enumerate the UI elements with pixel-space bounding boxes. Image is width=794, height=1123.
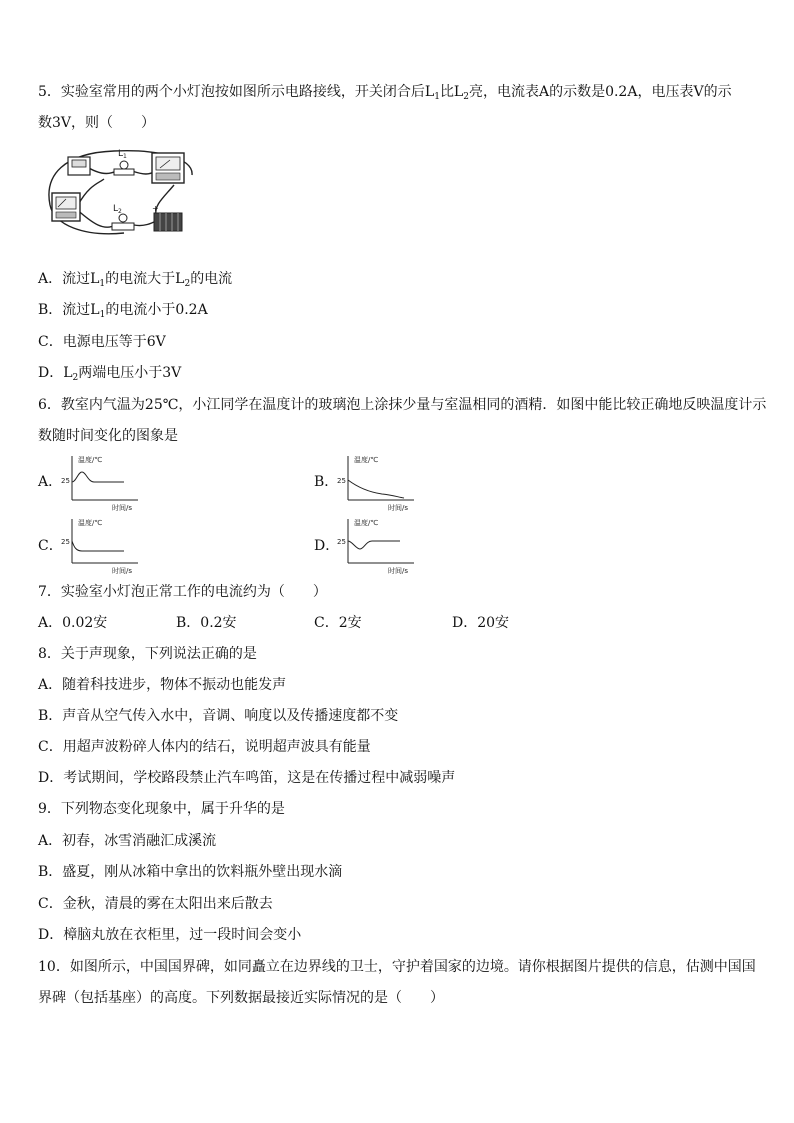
q5-opt-b-sub1: 1	[99, 310, 106, 320]
q9-option-d: D．樟脑丸放在衣柜里，过一段时间会变小	[38, 927, 302, 943]
q10-stem-line2: 界碑（包括基座）的高度。下列数据最接近实际情况的是（ ）	[38, 990, 444, 1006]
q8-option-b: B．声音从空气传入水中，音调、响度以及传播速度都不变	[38, 708, 399, 724]
q5-opt-b-part1: B．流过L	[38, 302, 100, 318]
q7-option-b: B．0.2安	[176, 615, 237, 631]
q5-option-b	[38, 301, 208, 319]
graph-d	[334, 515, 416, 575]
q8-option-a: A．随着科技进步，物体不振动也能发声	[38, 677, 287, 693]
q5-opt-a-sub1: 1	[99, 279, 106, 289]
q7-option-c: C．2安	[314, 615, 362, 631]
q5-opt-d-part1: D．L	[38, 365, 73, 381]
circuit-diagram	[44, 145, 204, 245]
graph-c	[58, 515, 140, 575]
lamp-l2	[112, 214, 134, 230]
battery	[154, 213, 182, 231]
svg-text:时间/s: 时间/s	[388, 567, 409, 575]
q9-option-a: A．初春，冰雪消融汇成溪流	[38, 833, 217, 849]
q7-option-a: A．0.02安	[38, 615, 108, 631]
q5-opt-d-sub2: 2	[72, 373, 79, 383]
q5-opt-a-part1: A．流过L	[38, 271, 100, 287]
svg-text:温度/℃: 温度/℃	[354, 519, 379, 527]
q8-option-d: D．考试期间，学校路段禁止汽车鸣笛，这是在传播过程中减弱噪声	[38, 770, 456, 786]
svg-text:25: 25	[61, 538, 70, 546]
q6-label-c: C．	[38, 538, 63, 554]
svg-text:温度/℃: 温度/℃	[354, 456, 379, 464]
q5-stem-line2: 数3V，则（ ）	[38, 115, 156, 131]
svg-text:25: 25	[337, 538, 346, 546]
q5-stem-part1: 5．实验室常用的两个小灯泡按如图所示电路接线，开关闭合后L	[38, 84, 435, 100]
q5-option-a	[38, 270, 232, 288]
fig-label-l1: $L_1$	[118, 149, 127, 160]
graph-a	[58, 452, 140, 512]
q5-option-d	[38, 364, 181, 382]
q10-stem-line1: 10．如图所示，中国国界碑，如同矗立在边界线的卫士，守护着国家的边境。请你根据图片提供的信息，估测中国国	[38, 959, 756, 975]
battery-plus-label: +	[152, 204, 159, 213]
q9-option-b: B．盛夏，刚从冰箱中拿出的饮料瓶外壁出现水滴	[38, 864, 343, 880]
q8-stem: 8．关于声现象，下列说法正确的是	[38, 646, 257, 662]
graph-b	[334, 452, 416, 512]
q5-sub-1: 1	[434, 92, 440, 102]
q7-option-d: D．20安	[452, 615, 510, 631]
svg-text:温度/℃: 温度/℃	[78, 519, 103, 527]
svg-text:时间/s: 时间/s	[112, 504, 133, 512]
q9-stem: 9．下列物态变化现象中，属于升华的是	[38, 801, 285, 817]
q6-stem-line1: 6．教室内气温为25℃，小江同学在温度计的玻璃泡上涂抹少量与室温相同的酒精．如图中能比较正确地反映温度计示	[38, 397, 767, 413]
q7-stem: 7．实验室小灯泡正常工作的电流约为（ ）	[38, 584, 327, 600]
fig-label-l2: $L_2$	[113, 204, 122, 215]
voltmeter-left	[52, 193, 80, 221]
svg-text:温度/℃: 温度/℃	[78, 456, 103, 464]
q5-stem-line1	[38, 83, 732, 101]
q6-stem-line2: 数随时间变化的图象是	[38, 428, 178, 444]
svg-text:25: 25	[61, 477, 70, 485]
svg-text:时间/s: 时间/s	[112, 567, 133, 575]
q5-opt-a-sub2: 2	[184, 279, 191, 289]
q8-option-c: C．用超声波粉碎人体内的结石，说明超声波具有能量	[38, 739, 371, 755]
lamp-l1	[114, 161, 134, 175]
svg-text:25: 25	[337, 477, 346, 485]
q5-opt-a-part2: 的电流大于L	[105, 271, 185, 287]
q5-stem-part2: 比L	[439, 84, 464, 100]
q9-option-c: C．金秋，清晨的雾在太阳出来后散去	[38, 896, 273, 912]
q5-opt-b-part2: 的电流小于0.2A	[105, 302, 208, 318]
q6-label-b: B．	[314, 474, 339, 490]
q5-sub-2: 2	[463, 92, 469, 102]
q5-stem-part3: 亮，电流表A的示数是0.2A，电压表V的示	[468, 84, 732, 100]
q5-opt-d-part2: 两端电压小于3V	[78, 365, 182, 381]
q5-opt-a-part3: 的电流	[190, 271, 233, 287]
q6-label-d: D．	[314, 538, 340, 554]
ammeter	[68, 157, 90, 175]
q5-option-c: C．电源电压等于6V	[38, 334, 166, 350]
meter-right	[152, 153, 184, 183]
svg-text:时间/s: 时间/s	[388, 504, 409, 512]
q6-label-a: A．	[38, 474, 63, 490]
